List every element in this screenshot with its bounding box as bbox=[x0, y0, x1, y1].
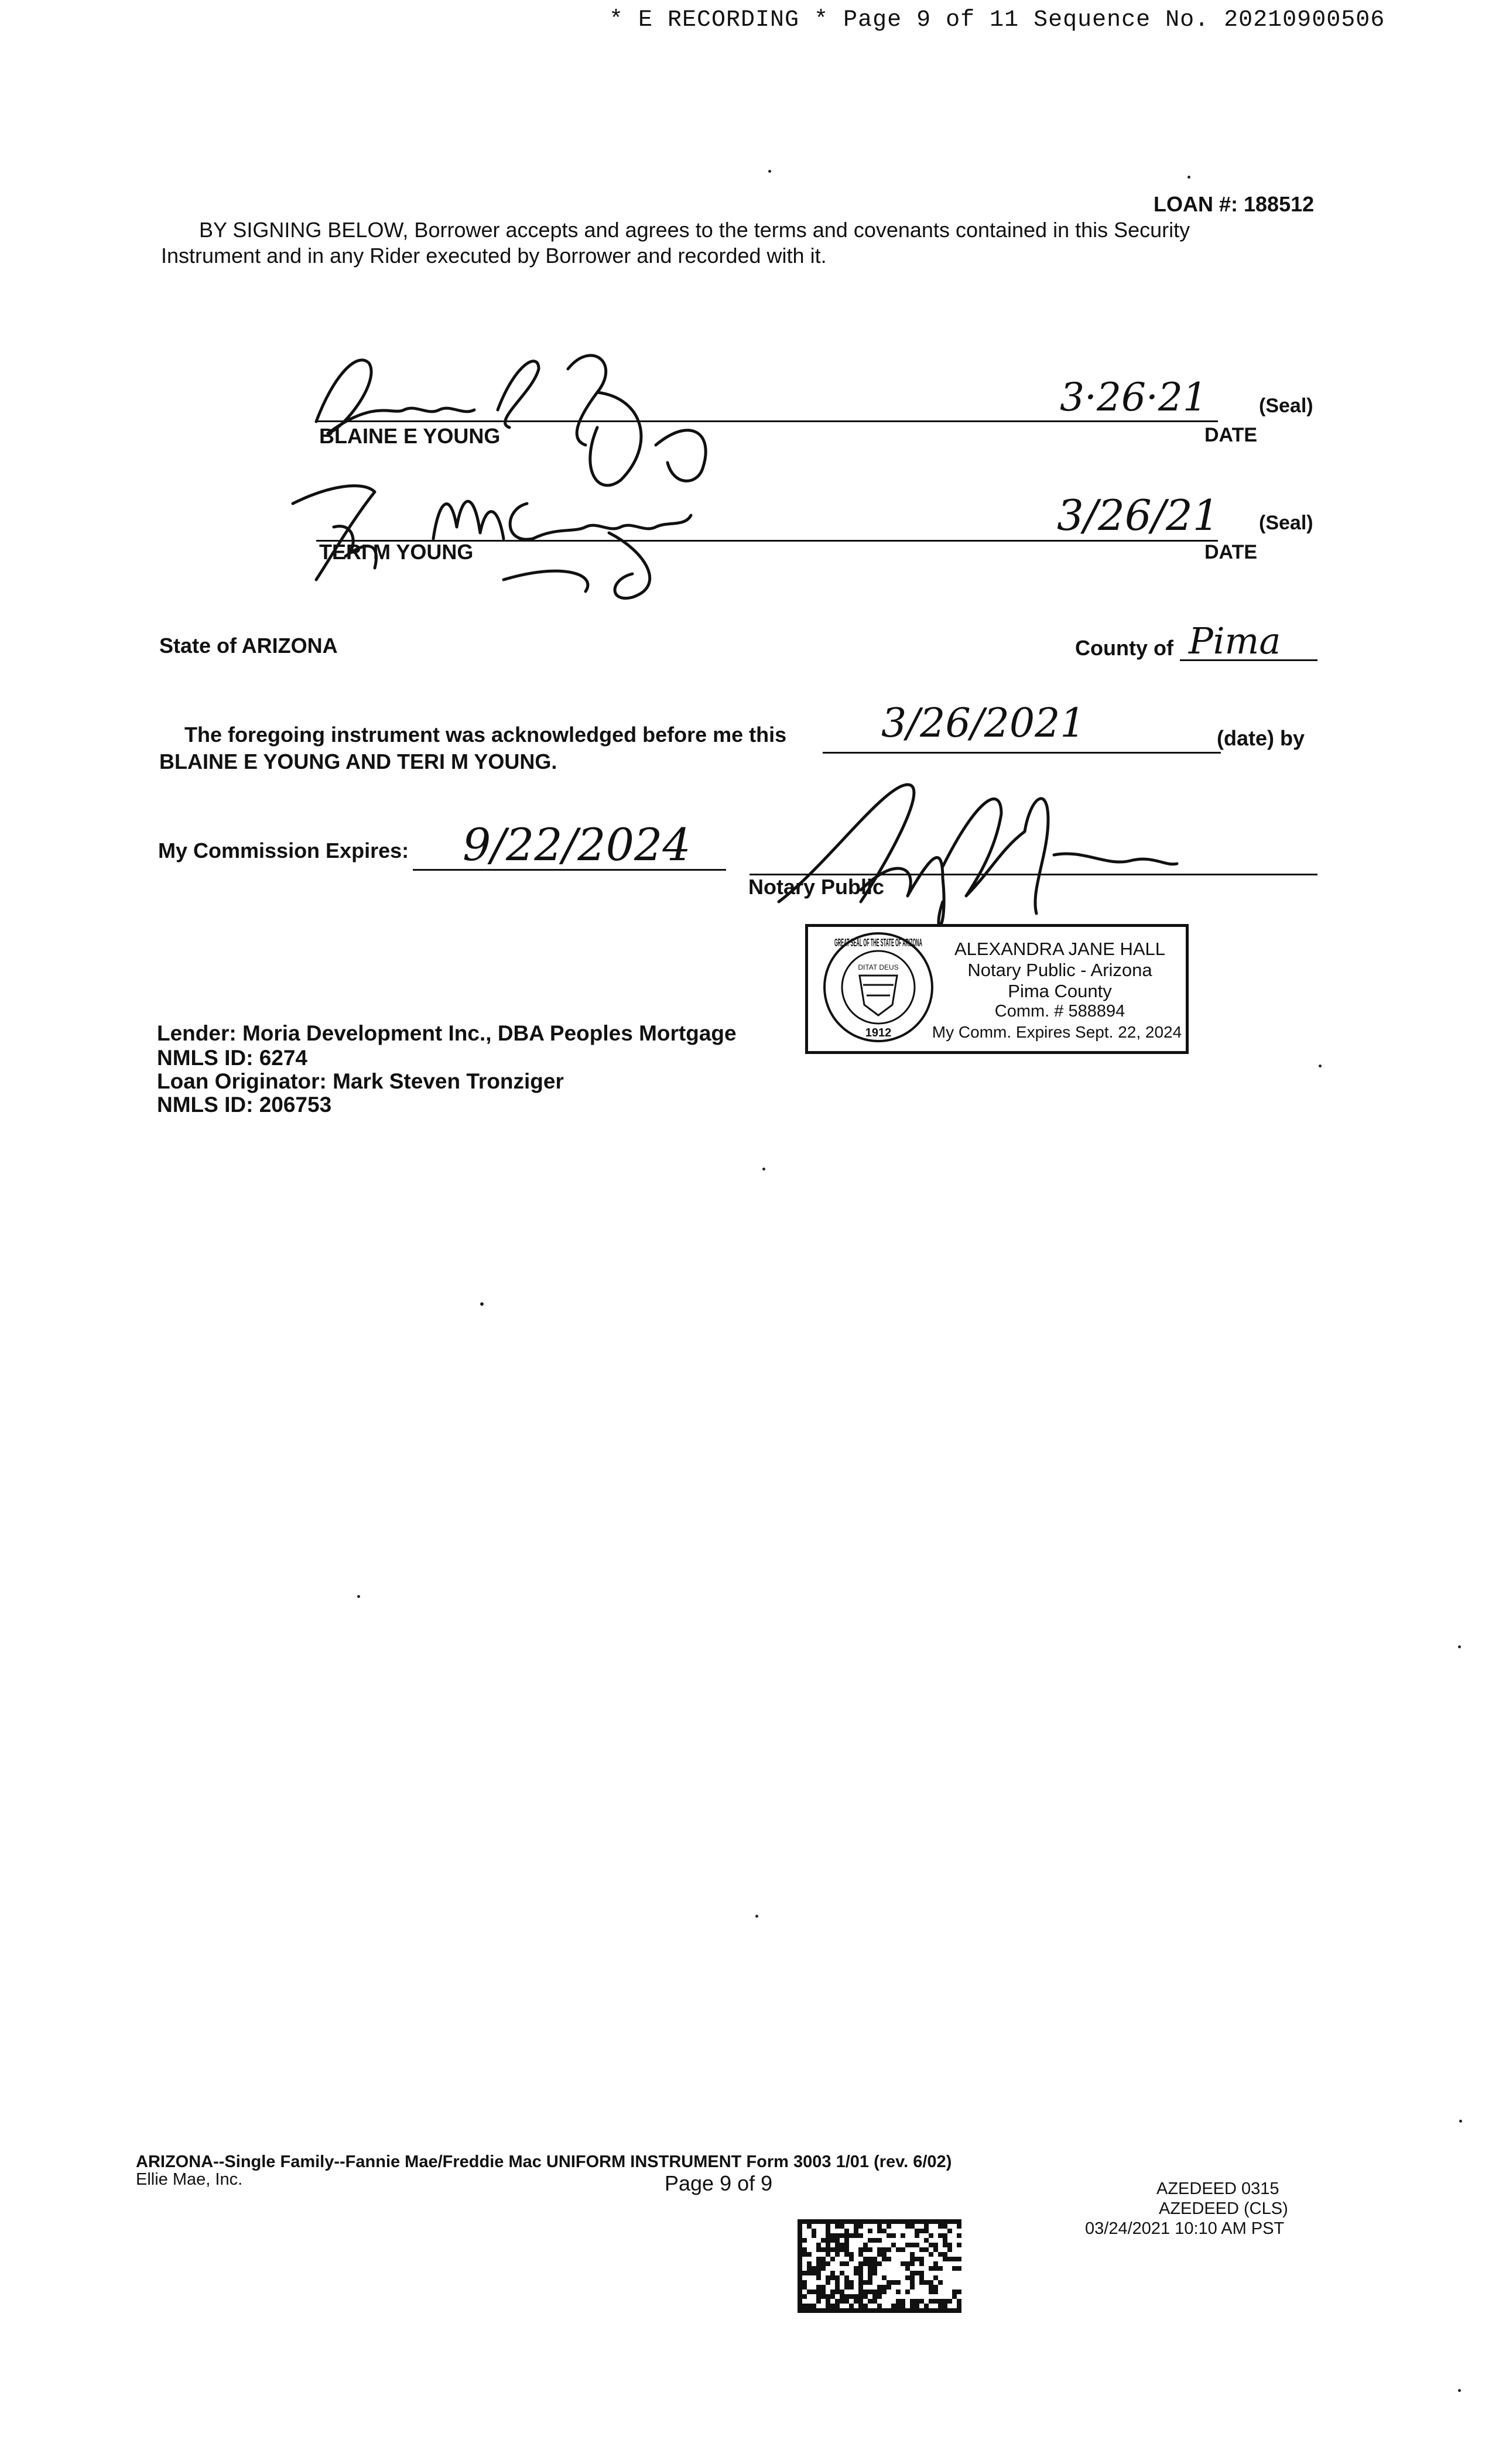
svg-text:DITAT DEUS: DITAT DEUS bbox=[858, 963, 899, 971]
ack-date-handwritten: 3/26/2021 bbox=[881, 700, 1086, 747]
scan-speck bbox=[762, 1168, 765, 1171]
borrower-2-signature bbox=[281, 468, 750, 609]
state-label: State of ARIZONA bbox=[159, 634, 338, 658]
ack-line-2: BLAINE E YOUNG AND TERI M YOUNG. bbox=[159, 750, 557, 774]
borrower-2-date-handwritten: 3/26/21 bbox=[1057, 491, 1220, 540]
scan-speck bbox=[357, 1595, 360, 1598]
borrower-1-name: BLAINE E YOUNG bbox=[319, 424, 501, 448]
scan-speck bbox=[480, 1302, 484, 1306]
borrower-2-date-label: DATE bbox=[1204, 541, 1258, 563]
footer-timestamp: 03/24/2021 10:10 AM PST bbox=[1085, 2219, 1285, 2238]
county-label: County of bbox=[1075, 636, 1173, 660]
borrower-2-seal-label: (Seal) bbox=[1259, 512, 1313, 534]
scan-speck bbox=[1319, 1065, 1322, 1067]
notary-seal-comm-no: Comm. # 588894 bbox=[994, 1002, 1125, 1021]
footer-code-1: AZEDEED 0315 bbox=[1156, 2179, 1279, 2198]
notary-seal-title: Notary Public - Arizona bbox=[967, 960, 1152, 980]
notary-label: Notary Public bbox=[748, 875, 885, 899]
scan-speck bbox=[755, 1915, 758, 1918]
originator-nmls: NMLS ID: 206753 bbox=[157, 1093, 332, 1117]
notary-signature bbox=[755, 761, 1200, 937]
loan-originator-line: Loan Originator: Mark Steven Tronziger bbox=[157, 1069, 564, 1093]
footer-page-number: Page 9 of 9 bbox=[665, 2171, 773, 2195]
borrower-1-signature-line bbox=[316, 420, 1218, 422]
scan-speck bbox=[1458, 1645, 1461, 1648]
commission-line bbox=[413, 869, 726, 871]
footer-vendor: Ellie Mae, Inc. bbox=[136, 2170, 243, 2189]
ack-line-1-prefix: The foregoing instrument was acknowledged before me this bbox=[184, 723, 787, 747]
borrower-1-date-label: DATE bbox=[1204, 424, 1258, 446]
commission-label: My Commission Expires: bbox=[158, 839, 409, 863]
notary-seal-expires: My Comm. Expires Sept. 22, 2024 bbox=[932, 1023, 1182, 1041]
county-line bbox=[1180, 659, 1317, 661]
notary-seal-county: Pima County bbox=[1008, 981, 1112, 1001]
ack-date-line bbox=[823, 752, 1221, 754]
scan-speck bbox=[1458, 2389, 1461, 2392]
scan-speck bbox=[1459, 2120, 1462, 2123]
lender-nmls: NMLS ID: 6274 bbox=[157, 1046, 308, 1070]
intro-line-2: Instrument and in any Rider executed by Borrower and recorded with it. bbox=[161, 244, 827, 268]
county-handwritten: Pima bbox=[1189, 620, 1281, 662]
notary-seal-name: ALEXANDRA JANE HALL bbox=[954, 939, 1166, 959]
recording-stamp: * E RECORDING * Page 9 of 11 Sequence No. 20210900506 bbox=[609, 7, 1385, 33]
footer-form-line: ARIZONA--Single Family--Fannie Mae/Freddie Mac UNIFORM INSTRUMENT Form 3003 1/01 (rev. 6/02) bbox=[136, 2152, 952, 2171]
seal-ring-text: GREAT SEAL OF THE STATE OF ARIZONA bbox=[834, 937, 922, 949]
lender-line: Lender: Moria Development Inc., DBA Peoples Mortgage bbox=[157, 1021, 737, 1045]
borrower-1-signature bbox=[293, 328, 773, 492]
intro-line-1: BY SIGNING BELOW, Borrower accepts and agrees to the terms and covenants contained in this Security bbox=[199, 218, 1190, 242]
document-barcode bbox=[798, 2219, 961, 2313]
loan-number: LOAN #: 188512 bbox=[1154, 192, 1315, 216]
commission-date-handwritten: 9/22/2024 bbox=[463, 819, 691, 871]
borrower-1-seal-label: (Seal) bbox=[1259, 395, 1313, 417]
footer-code-2: AZEDEED (CLS) bbox=[1159, 2199, 1288, 2218]
borrower-2-name: TERI M YOUNG bbox=[319, 540, 474, 564]
scan-speck bbox=[1187, 176, 1190, 179]
borrower-1-date-handwritten: 3·26·21 bbox=[1060, 375, 1207, 420]
ack-line-1-suffix: (date) by bbox=[1217, 726, 1305, 750]
seal-year: 1912 bbox=[865, 1026, 892, 1039]
scan-speck bbox=[768, 170, 771, 173]
arizona-state-seal bbox=[820, 929, 937, 1046]
notary-seal-stamp bbox=[805, 924, 1189, 1054]
